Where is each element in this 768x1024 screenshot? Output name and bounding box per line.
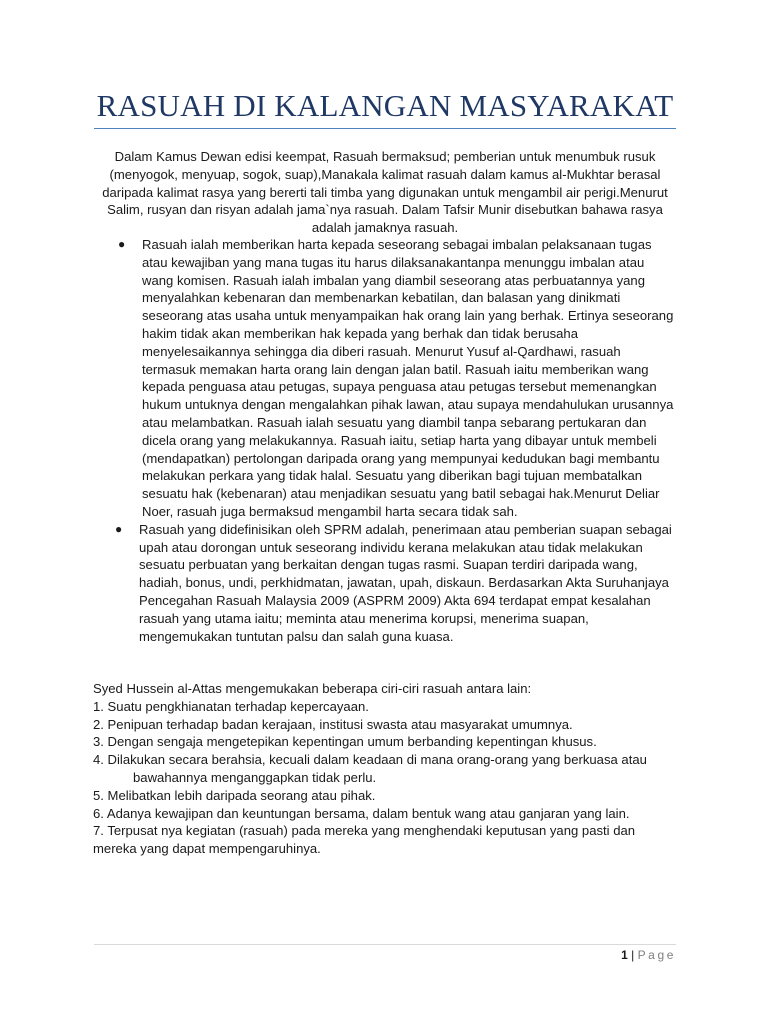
bullet-text: Rasuah yang didefinisikan oleh SPRM adalah, penerimaan atau pemberian suapan sebagai upah atau dorongan untuk seseorang individu kerana melakukan atau tidak melakukan sesuatu perbuatan yang berkaitan dengan tugas rasmi. Suapan terdiri daripada wang, hadiah, bonus, undi, perkhidmatan, jawatan, upah, diskaun. Berdasarkan Akta Suruhanjaya Pencegahan Rasuah Malaysia 2009 (ASPRM 2009) Akta 694 terdapat empat kesalahan rasuah yang utama iaitu; meminta atau menerima korupsi, menerima suapan, mengemukakan tuntutan palsu dan salah guna kuasa.	[139, 521, 672, 644]
list-item: 4. Dilakukan secara berahsia, kecuali dalam keadaan di mana orang-orang yang berkuasa atau bawahannya menganggapkan tidak perlu.	[93, 752, 647, 785]
page-title: RASUAH DI KALANGAN MASYARAKAT	[96, 88, 674, 123]
footer-separator: |	[631, 948, 635, 962]
list-item: 1. Suatu pengkhianatan terhadap kepercayaan.	[93, 698, 369, 714]
title-divider	[94, 128, 676, 129]
bullet-item	[118, 236, 678, 521]
intro-paragraph: Dalam Kamus Dewan edisi keempat, Rasuah bermaksud; pemberian untuk menumbuk rusuk (menyogok, menyuap, sogok, suap),Manakala kalimat rasuah dalam kamus al-Mukhtar berasal daripada kalimat rasya yang bererti tali timba yang digunakan untuk mengambil air perigi.Menurut Salim, rusyan dan risyan adalah jama`nya rasuah. Dalam Tafsir Munir disebutkan bahawa rasya adalah jamaknya rasuah.	[102, 149, 668, 236]
page-number: 1	[621, 948, 628, 962]
list-item: 7. Terpusat nya kegiatan (rasuah) pada mereka yang menghendaki keputusan yang pasti dan mereka yang dapat mempengaruhinya.	[93, 823, 636, 857]
page-label: Page	[637, 948, 676, 962]
list-item: 3. Dengan sengaja mengetepikan kepentingan umum berbanding kepentingan khusus.	[93, 734, 597, 750]
bullet-item	[115, 521, 675, 646]
characteristics-section	[93, 680, 683, 858]
footer-divider	[94, 944, 676, 945]
bullet-text: Rasuah ialah memberikan harta kepada seseorang sebagai imbalan pelaksanaan tugas atau kewajiban yang mana tugas itu harus dilaksanakantanpa menunggu imbalan atau wang komisen. Rasuah ialah imbalan yang diambil seseorang atas perbuatannya yang menyalahkan kebenaran dan membenarkan kebatilan, dan balasan yang dinikmati seseorang atas usaha untuk menyampaikan hak orang lain yang berhak. Ertinya seseorang hakim tidak akan memberikan hak kepada yang berhak dan tidak berusaha menyelesaikannya sehingga dia diberi rasuah. Menurut Yusuf al-Qardhawi, rasuah termasuk memakan harta orang lain dengan jalan batil. Rasuah iaitu memberikan wang kepada penguasa atau petugas, supaya penguasa atau petugas tersebut memenangkan hukum untuknya dengan mengalahkan pihak lawan, atau supaya mendahulukan urusannya atau melambatkan. Rasuah ialah sesuatu yang diambil tanpa sebarang pertukaran dan dicela orang yang melakukannya. Rasuah iaitu, setiap harta yang dibayar untuk membeli (mendapatkan) pertolongan daripada orang yang mempunyai kedudukan bagi membantu melakukan perkara yang tidak halal. Sesuatu yang diberikan bagi tujuan membatalkan sesuatu hak (kebenaran) atau menjadikan sesuatu yang batil sebagai hak.Menurut Deliar Noer, rasuah juga bermaksud mengambil harta secara tidak sah.	[142, 237, 674, 519]
list-item: 5. Melibatkan lebih daripada seorang atau pihak.	[93, 787, 376, 803]
list-item: 2. Penipuan terhadap badan kerajaan, institusi swasta atau masyarakat umumnya.	[93, 716, 573, 732]
list-intro: Syed Hussein al-Attas mengemukakan beberapa ciri-ciri rasuah antara lain:	[93, 681, 532, 696]
bullet-icon: ●	[115, 521, 123, 536]
page-footer	[621, 948, 676, 962]
list-item: 6. Adanya kewajipan dan keuntungan bersama, dalam bentuk wang atau ganjaran yang lain.	[93, 805, 630, 821]
definition-bullet-list	[0, 236, 768, 645]
bullet-icon: ●	[118, 237, 126, 251]
